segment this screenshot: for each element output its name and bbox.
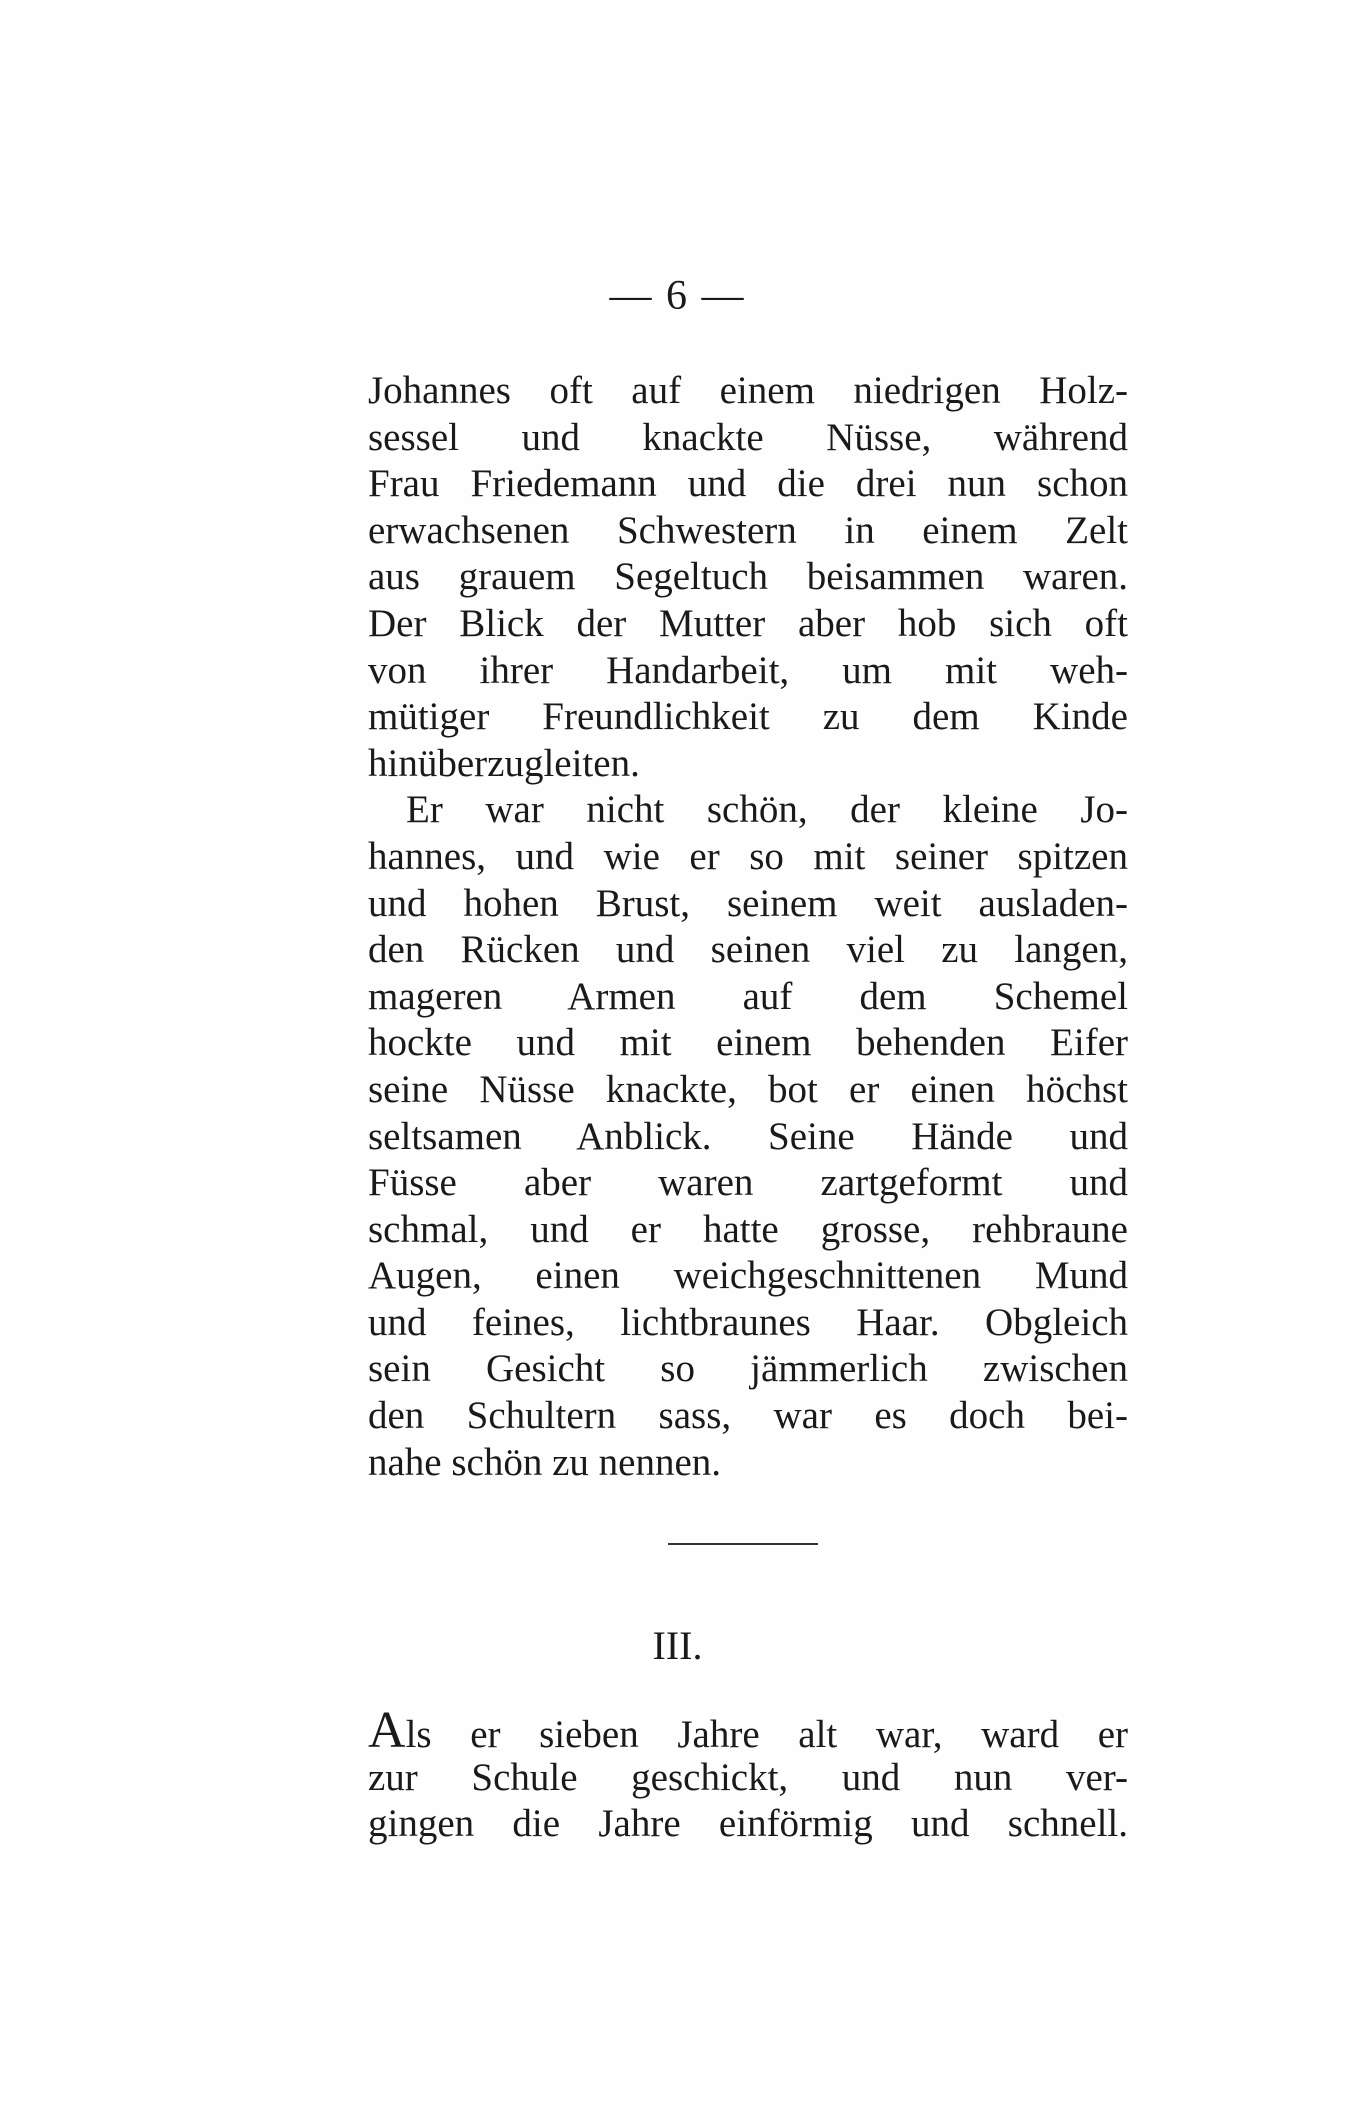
text-line: Johannes oft auf einem niedrigen Holz-: [368, 369, 1128, 412]
text-line: seine Nüsse knackte, bot er einen höchst: [368, 1067, 1128, 1111]
text-line: schmal, und er hatte grosse, rehbraune: [368, 1207, 1128, 1251]
text-line: und hohen Brust, seinem weit ausladen-: [368, 881, 1128, 925]
section-heading: III.: [652, 1623, 703, 1668]
initial-letter: A: [368, 1702, 406, 1759]
text-line: sessel und knackte Nüsse, während: [368, 415, 1128, 459]
paragraph-block-1: [368, 368, 1128, 1486]
text-line: nahe schön zu nennen.: [368, 1440, 722, 1484]
text-line-first: [368, 1702, 1128, 1759]
text-line: Füsse aber waren zartgeformt und: [368, 1161, 1128, 1205]
text-line: von ihrer Handarbeit, um mit weh-: [368, 648, 1128, 692]
page-number: — 6 —: [609, 273, 746, 319]
text-line: hinüberzugleiten.: [368, 741, 640, 785]
text-line: sein Gesicht so jämmerlich zwischen: [368, 1347, 1128, 1391]
text-line: Der Blick der Mutter aber hob sich oft: [368, 601, 1128, 645]
text-line: erwachsenen Schwestern in einem Zelt: [368, 508, 1128, 552]
text-line: den Rücken und seinen viel zu langen,: [368, 928, 1128, 972]
text-line: gingen die Jahre einförmig und schnell.: [368, 1802, 1128, 1846]
paragraph-block-3: [368, 1702, 1128, 1848]
text-line: den Schultern sass, war es doch bei-: [368, 1394, 1128, 1438]
text-line: seltsamen Anblick. Seine Hände und: [368, 1114, 1128, 1158]
text-line: aus grauem Segeltuch beisammen waren.: [368, 555, 1128, 599]
text-line: Augen, einen weichgeschnittenen Mund: [368, 1254, 1128, 1298]
section-divider: [668, 1543, 818, 1545]
text-line: und feines, lichtbraunes Haar. Obgleich: [368, 1300, 1128, 1344]
text-line: hockte und mit einem behenden Eifer: [368, 1021, 1128, 1065]
text-line: hannes, und wie er so mit seiner spitzen: [368, 834, 1128, 878]
text-line: Frau Friedemann und die drei nun schon: [368, 462, 1128, 506]
first-line-rest: ls er sieben Jahre alt war, ward er: [405, 1713, 1128, 1756]
text-line: mütiger Freundlichkeit zu dem Kinde: [368, 695, 1128, 739]
text-line: mageren Armen auf dem Schemel: [368, 974, 1128, 1018]
text-line: Er war nicht schön, der kleine Jo-: [406, 788, 1128, 832]
text-line: zur Schule geschickt, und nun ver-: [368, 1755, 1128, 1799]
